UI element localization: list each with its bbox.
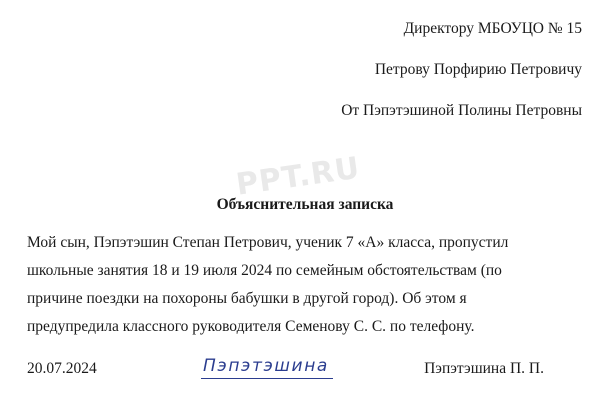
watermark: PPT.RU [234,150,363,203]
document-title: Объяснительная записка [216,196,394,213]
sender-line: От Пэпэтэшиной Полины Петровны [341,102,582,119]
body-line: предупредила классного руководителя Семенову С. С. по телефону. [27,318,475,335]
explanatory-text [27,229,587,341]
document-date: 20.07.2024 [27,360,97,377]
body-line: причине поездки на похороны бабушки в другой город). Об этом я [27,290,467,307]
signature-underline [201,378,333,379]
addressee-line-2: Петрову Порфирию Петровичу [374,61,582,78]
body-line: школьные занятия 18 и 19 июля 2024 по семейным обстоятельствам (по [27,262,502,279]
addressee-line-1: Директору МБОУЦО № 15 [403,20,582,37]
body-line: Мой сын, Пэпэтэшин Степан Петрович, ученик 7 «А» класса, пропустил [27,234,509,251]
signer-name: Пэпэтэшина П. П. [424,360,544,377]
handwritten-signature: Пэпэтэшина [203,356,329,376]
